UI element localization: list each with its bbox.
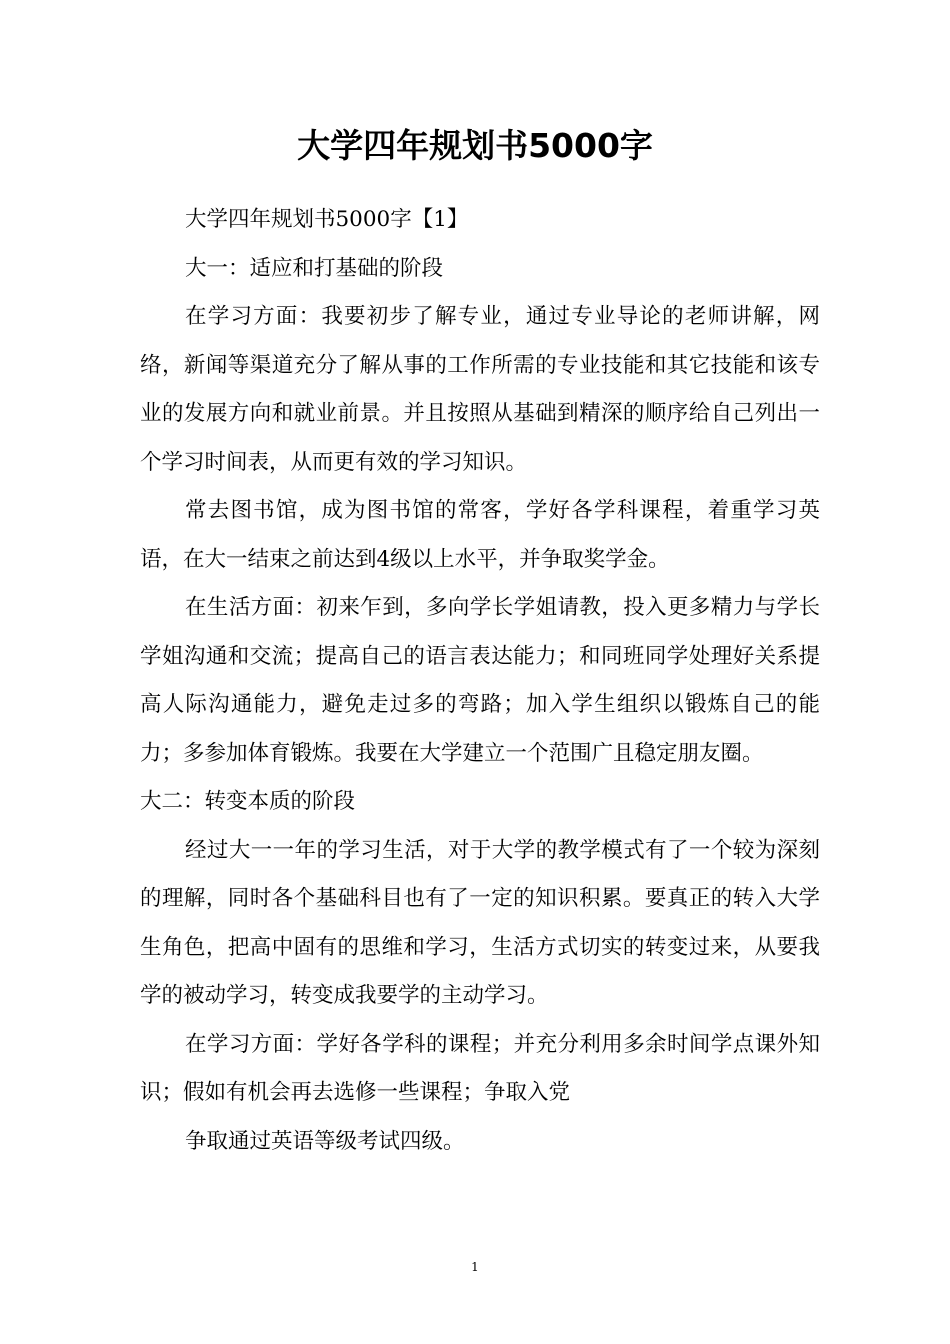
paragraph-year-two-study: 在学习方面：学好各学科的课程；并充分利用多余时间学点课外知识；假如有机会再去选修一些课程；争取入党 bbox=[140, 1031, 820, 1105]
paragraph-year-one-library: 常去图书馆，成为图书馆的常客，学好各学科课程，着重学习英语，在大一结束之前达到4级以上水平，并争取奖学金。 bbox=[140, 498, 820, 572]
page-number: 1 bbox=[471, 1260, 479, 1274]
paragraph-year-two-heading: 大二：转变本质的阶段 bbox=[140, 789, 356, 814]
document-title: 大学四年规划书5000字 bbox=[297, 126, 653, 165]
paragraph-year-one-study: 在学习方面：我要初步了解专业，通过专业导论的老师讲解，网络，新闻等渠道充分了解从事的工作所需的专业技能和其它技能和该专业的发展方向和就业前景。并且按照从基础到精深的顺序给自己列出一个学习时间表，从而更有效的学习知识。 bbox=[140, 304, 820, 475]
paragraph-year-two-transition: 经过大一一年的学习生活，对于大学的教学模式有了一个较为深刻的理解，同时各个基础科目也有了一定的知识积累。要真正的转入大学生角色，把高中固有的思维和学习，生活方式切实的转变过来，从要我学的被动学习，转变成我要学的主动学习。 bbox=[140, 837, 820, 1008]
paragraph-section-heading: 大学四年规划书5000字【1】 bbox=[185, 207, 469, 232]
document-body bbox=[140, 196, 820, 1166]
paragraph-year-one-heading: 大一：适应和打基础的阶段 bbox=[185, 255, 444, 281]
paragraph-year-one-life: 在生活方面：初来乍到，多向学长学姐请教，投入更多精力与学长学姐沟通和交流；提高自己的语言表达能力；和同班同学处理好关系提高人际沟通能力，避免走过多的弯路；加入学生组织以锻炼自己的能力；多参加体育锻炼。我要在大学建立一个范围广且稳定朋友圈。 bbox=[140, 595, 820, 766]
paragraph-year-two-english: 争取通过英语等级考试四级。 bbox=[185, 1128, 465, 1154]
